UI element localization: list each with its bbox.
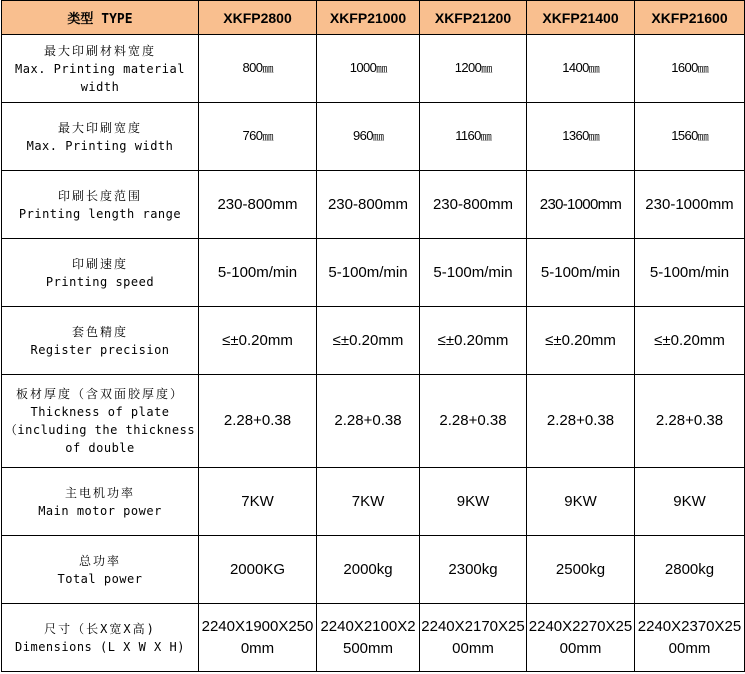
row-label xyxy=(2,536,199,604)
cell-unit: ㎜ xyxy=(376,63,387,75)
table-row xyxy=(2,239,745,307)
cell-value: 1200 xyxy=(454,60,482,75)
table-row xyxy=(2,171,745,239)
row-label-zh: 印刷长度范围 xyxy=(57,188,142,203)
cell-unit: ㎜ xyxy=(588,63,599,75)
model-header: XKFP21400 xyxy=(527,1,635,35)
row-label-zh: 套色精度 xyxy=(71,324,128,339)
row-label xyxy=(2,35,199,103)
row-label-zh: 主电机功率 xyxy=(64,485,135,500)
cell-value: 1600 xyxy=(671,60,698,75)
table-cell xyxy=(199,103,317,171)
table-cell xyxy=(317,35,420,103)
type-header: 类型 TYPE xyxy=(2,1,199,35)
model-header: XKFP21600 xyxy=(635,1,745,35)
row-label xyxy=(2,468,199,536)
table-cell: ≤±0.20mm xyxy=(635,307,745,375)
table-cell: ≤±0.20mm xyxy=(420,307,527,375)
table-cell xyxy=(420,35,527,103)
row-label-zh: 总功率 xyxy=(78,553,121,568)
table-cell: 2.28+0.38 xyxy=(317,375,420,468)
row-label-zh: 印刷速度 xyxy=(71,256,128,271)
cell-value: 1160 xyxy=(455,128,481,143)
table-cell: ≤±0.20mm xyxy=(317,307,420,375)
table-cell: 2.28+0.38 xyxy=(420,375,527,468)
table-cell xyxy=(635,35,745,103)
row-label-en: Main motor power xyxy=(38,503,162,518)
table-cell: ≤±0.20mm xyxy=(527,307,635,375)
row-label-en: Printing speed xyxy=(45,274,155,289)
table-cell: 230-800mm xyxy=(199,171,317,239)
row-label-en: Thickness of plate （including the thickness of double xyxy=(4,405,196,455)
table-row xyxy=(2,307,745,375)
table-row xyxy=(2,536,745,604)
cell-unit: ㎜ xyxy=(480,131,491,143)
cell-value: 960 xyxy=(353,128,373,143)
table-row xyxy=(2,103,745,171)
row-label-en: Max. Printing material width xyxy=(15,61,185,94)
row-label-zh: 尺寸（长X宽X高) xyxy=(44,621,156,636)
table-cell: 230-800mm xyxy=(317,171,420,239)
table-cell: 230-1000mm xyxy=(635,171,745,239)
row-label xyxy=(2,239,199,307)
cell-unit: ㎜ xyxy=(262,63,273,75)
model-header: XKFP21000 xyxy=(317,1,420,35)
model-header: XKFP21200 xyxy=(420,1,527,35)
table-cell xyxy=(527,35,635,103)
table-cell: 2000KG xyxy=(199,536,317,604)
row-label-en: Register precision xyxy=(30,342,170,357)
row-label xyxy=(2,307,199,375)
table-row xyxy=(2,375,745,468)
table-cell: 5-100m/min xyxy=(635,239,745,307)
table-cell: 230-1000mm xyxy=(527,171,635,239)
row-label-en: Max. Printing width xyxy=(26,138,174,153)
row-label xyxy=(2,171,199,239)
spec-table xyxy=(1,0,745,672)
table-cell: 2.28+0.38 xyxy=(199,375,317,468)
table-cell: ≤±0.20mm xyxy=(199,307,317,375)
table-cell: 2000kg xyxy=(317,536,420,604)
cell-value: 800 xyxy=(242,60,263,75)
cell-unit: ㎜ xyxy=(481,63,492,75)
row-label xyxy=(2,375,199,468)
cell-value: 760 xyxy=(242,128,263,143)
cell-value: 1400 xyxy=(562,60,589,75)
row-label-en: Dimensions (L X W X H) xyxy=(15,639,185,654)
table-cell: 2500kg xyxy=(527,536,635,604)
cell-value: 1000 xyxy=(349,60,377,75)
table-cell: 5-100m/min xyxy=(317,239,420,307)
table-cell: 2.28+0.38 xyxy=(527,375,635,468)
table-cell xyxy=(635,103,745,171)
table-cell: 2.28+0.38 xyxy=(635,375,745,468)
model-header: XKFP2800 xyxy=(199,1,317,35)
table-row xyxy=(2,468,745,536)
table-cell: 2240X2100X2500mm xyxy=(317,604,420,672)
table-cell: 2240X2270X2500mm xyxy=(527,604,635,672)
table-cell: 5-100m/min xyxy=(527,239,635,307)
cell-unit: ㎜ xyxy=(697,63,708,75)
table-cell: 7KW xyxy=(317,468,420,536)
cell-unit: ㎜ xyxy=(262,131,273,143)
row-label xyxy=(2,604,199,672)
table-cell: 5-100m/min xyxy=(199,239,317,307)
header-row xyxy=(2,1,745,35)
table-cell xyxy=(420,103,527,171)
cell-value: 1560 xyxy=(671,128,698,143)
table-cell: 7KW xyxy=(199,468,317,536)
table-cell: 2240X2170X2500mm xyxy=(420,604,527,672)
cell-unit: ㎜ xyxy=(588,131,599,143)
table-row xyxy=(2,604,745,672)
table-cell: 2300kg xyxy=(420,536,527,604)
cell-value: 1360 xyxy=(562,128,589,143)
table-cell: 2240X1900X2500mm xyxy=(199,604,317,672)
table-cell: 2240X2370X2500mm xyxy=(635,604,745,672)
row-label-zh: 板材厚度（含双面胶厚度） xyxy=(15,387,184,401)
cell-unit: ㎜ xyxy=(372,131,383,143)
table-cell xyxy=(199,35,317,103)
table-cell xyxy=(317,103,420,171)
table-row xyxy=(2,35,745,103)
table-cell: 5-100m/min xyxy=(420,239,527,307)
row-label-en: Printing length range xyxy=(18,206,182,221)
table-cell: 2800kg xyxy=(635,536,745,604)
table-cell: 9KW xyxy=(527,468,635,536)
table-cell: 9KW xyxy=(420,468,527,536)
table-cell: 9KW xyxy=(635,468,745,536)
cell-unit: ㎜ xyxy=(697,131,708,143)
table-cell xyxy=(527,103,635,171)
table-cell: 230-800mm xyxy=(420,171,527,239)
row-label-zh: 最大印刷材料宽度 xyxy=(43,43,156,58)
row-label-zh: 最大印刷宽度 xyxy=(57,120,142,135)
row-label-en: Total power xyxy=(57,571,143,586)
row-label xyxy=(2,103,199,171)
